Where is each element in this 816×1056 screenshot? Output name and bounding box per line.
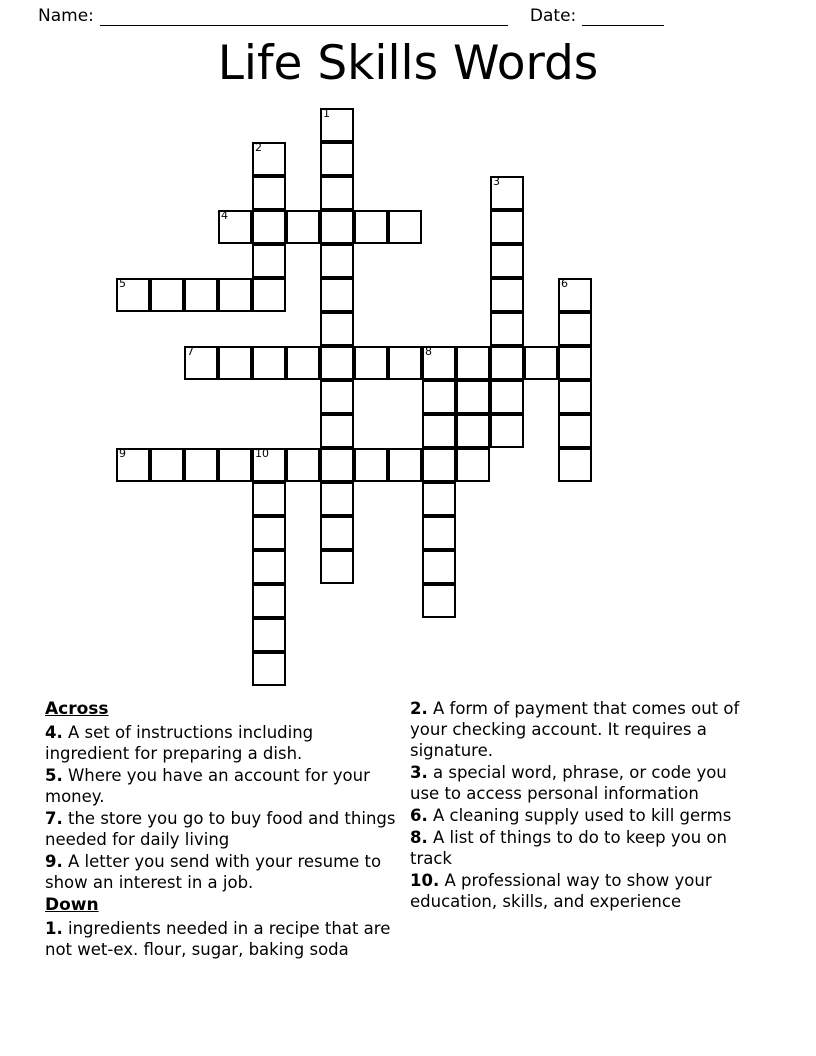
crossword-cell[interactable] [422,550,456,584]
crossword-cell[interactable] [184,278,218,312]
clue-text: ingredients needed in a recipe that are not wet-ex. flour, sugar, baking soda [45,919,391,959]
crossword-cell[interactable] [490,346,524,380]
crossword-cell[interactable] [558,380,592,414]
crossword-cell[interactable] [388,448,422,482]
clue-number: 1. [45,919,63,938]
crossword-cell[interactable] [558,414,592,448]
clue-text: A form of payment that comes out of your checking account. It requires a signature. [410,699,740,760]
crossword-cell[interactable] [558,278,592,312]
crossword-cell[interactable] [252,346,286,380]
crossword-cell[interactable] [490,176,524,210]
cell-number: 3 [493,175,500,188]
crossword-cell[interactable] [490,380,524,414]
cell-number: 10 [255,447,269,460]
crossword-cell[interactable] [218,210,252,244]
clue-text: the store you go to buy food and things needed for daily living [45,809,396,849]
cell-number: 4 [221,209,228,222]
crossword-cell[interactable] [524,346,558,380]
clue-text: A cleaning supply used to kill germs [427,806,732,825]
crossword-cell[interactable] [558,312,592,346]
crossword-cell[interactable] [320,142,354,176]
crossword-cell[interactable] [490,244,524,278]
crossword-cell[interactable] [320,414,354,448]
crossword-cell[interactable] [252,244,286,278]
clues-column-right [410,698,750,913]
clue-text: A list of things to do to keep you on track [410,828,727,868]
crossword-cell[interactable] [422,482,456,516]
crossword-cell[interactable] [422,516,456,550]
clue-number: 4. [45,723,63,742]
crossword-cell[interactable] [218,278,252,312]
down-heading: Down [45,895,99,915]
clue-down-1 [45,918,397,960]
crossword-cell[interactable] [252,584,286,618]
crossword-cell[interactable] [354,346,388,380]
crossword-cell[interactable] [456,380,490,414]
crossword-cell[interactable] [252,210,286,244]
crossword-cell[interactable] [116,448,150,482]
clue-across-9 [45,851,397,893]
clue-across-4 [45,722,397,764]
crossword-cell[interactable] [184,346,218,380]
cell-number: 6 [561,277,568,290]
crossword-cell[interactable] [388,210,422,244]
crossword-cell[interactable] [388,346,422,380]
crossword-cell[interactable] [252,142,286,176]
crossword-cell[interactable] [252,550,286,584]
crossword-cell[interactable] [422,448,456,482]
clue-number: 6. [410,806,428,825]
crossword-cell[interactable] [422,414,456,448]
crossword-cell[interactable] [558,346,592,380]
crossword-cell[interactable] [320,550,354,584]
crossword-cell[interactable] [320,244,354,278]
clue-text: Where you have an account for your money. [45,766,370,806]
clue-text: A professional way to show your education, skills, and experience [410,871,712,911]
clue-down-3 [410,762,750,804]
clues-column-left [45,698,397,961]
crossword-cell[interactable] [354,448,388,482]
cell-number: 8 [425,345,432,358]
crossword-cell[interactable] [320,278,354,312]
clue-number: 8. [410,828,428,847]
crossword-cell[interactable] [490,414,524,448]
clue-number: 10. [410,871,440,890]
crossword-cell[interactable] [456,346,490,380]
cell-number: 9 [119,447,126,460]
date-label: Date: [529,6,577,26]
clues-section [0,698,816,998]
name-write-in-line[interactable] [100,10,508,26]
crossword-cell[interactable] [320,482,354,516]
crossword-cell[interactable] [150,448,184,482]
crossword-cell[interactable] [116,278,150,312]
crossword-cell[interactable] [218,448,252,482]
across-heading: Across [45,699,109,719]
crossword-cell[interactable] [252,516,286,550]
crossword-cell[interactable] [490,278,524,312]
crossword-cell[interactable] [252,278,286,312]
clue-text: A set of instructions including ingredient for preparing a dish. [45,723,314,763]
page-title: Life Skills Words [217,36,599,91]
crossword-cell[interactable] [320,516,354,550]
crossword-cell[interactable] [320,210,354,244]
crossword-cell[interactable] [252,482,286,516]
crossword-cell[interactable] [252,652,286,686]
crossword-cell[interactable] [286,210,320,244]
clue-number: 2. [410,699,428,718]
crossword-cell[interactable] [490,312,524,346]
clue-text: a special word, phrase, or code you use to access personal information [410,763,727,803]
crossword-cell[interactable] [354,210,388,244]
crossword-cell[interactable] [456,448,490,482]
crossword-cell[interactable] [456,414,490,448]
crossword-cell[interactable] [558,448,592,482]
crossword-cell[interactable] [150,278,184,312]
clue-number: 3. [410,763,428,782]
clue-number: 9. [45,852,63,871]
crossword-cell[interactable] [252,448,286,482]
clue-across-7 [45,808,397,850]
crossword-cell[interactable] [252,618,286,652]
crossword-cell[interactable] [490,210,524,244]
date-write-in-line[interactable] [582,10,664,26]
crossword-cell[interactable] [320,448,354,482]
crossword-cell[interactable] [320,346,354,380]
crossword-cell[interactable] [422,584,456,618]
clue-number: 7. [45,809,63,828]
crossword-cell[interactable] [218,346,252,380]
crossword-cell[interactable] [184,448,218,482]
crossword-cell[interactable] [320,312,354,346]
clue-down-8 [410,827,750,869]
cell-number: 5 [119,277,126,290]
name-label: Name: [38,6,94,26]
crossword-cell[interactable] [252,176,286,210]
crossword-cell[interactable] [422,346,456,380]
crossword-cell[interactable] [320,380,354,414]
crossword-cell[interactable] [422,380,456,414]
clue-down-10 [410,870,750,912]
crossword-cell[interactable] [286,346,320,380]
clue-down-6 [410,805,750,826]
cell-number: 2 [255,141,262,154]
clue-down-2 [410,698,750,761]
header-name-date-line [0,0,816,26]
crossword-cell[interactable] [320,176,354,210]
cell-number: 1 [323,107,330,120]
clue-text: A letter you send with your resume to show an interest in a job. [45,852,382,892]
cell-number: 7 [187,345,194,358]
clue-across-5 [45,765,397,807]
crossword-cell[interactable] [286,448,320,482]
crossword-cell[interactable] [320,108,354,142]
clue-number: 5. [45,766,63,785]
